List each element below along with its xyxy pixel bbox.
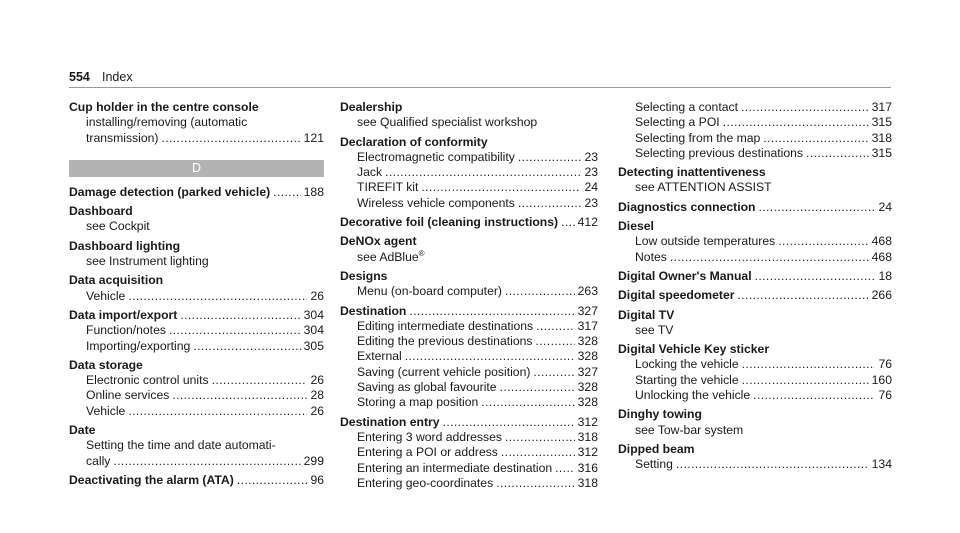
- entry-row: [618, 234, 892, 249]
- entry-label: Function/notes: [86, 323, 166, 338]
- entry-row: [618, 388, 892, 403]
- leader-dots: [670, 250, 869, 265]
- page-ref[interactable]: 23: [584, 149, 598, 164]
- index-entry-cup-holder: [69, 100, 324, 146]
- page-ref[interactable]: 327: [577, 364, 598, 379]
- entry-label: Notes: [635, 249, 667, 264]
- index-entry-deactivating-alarm: [69, 473, 324, 488]
- page-ref[interactable]: 468: [871, 249, 892, 264]
- entry-row: [69, 323, 324, 338]
- page-ref[interactable]: 263: [577, 284, 598, 299]
- entry-row: [69, 473, 324, 488]
- page-number: 554: [69, 70, 90, 84]
- index-entry-dealership: [340, 100, 598, 131]
- index-entry-dashboard: [69, 204, 324, 235]
- leader-dots: [500, 380, 575, 395]
- entry-heading: DeNOx agent: [340, 234, 417, 249]
- page-ref[interactable]: 304: [303, 307, 324, 322]
- leader-dots: [518, 196, 582, 211]
- entry-row: [340, 284, 598, 299]
- entry-label: Editing intermediate destinations: [357, 318, 534, 333]
- entry-heading: Deactivating the alarm (ATA): [69, 472, 234, 487]
- entry-heading: Data storage: [69, 357, 143, 372]
- entry-row: [69, 308, 324, 323]
- entry-heading: Data import/export: [69, 307, 178, 322]
- entry-heading: Digital Vehicle Key sticker: [618, 342, 770, 357]
- page-ref[interactable]: 315: [871, 115, 892, 130]
- leader-dots: [755, 269, 876, 284]
- page-ref[interactable]: 318: [577, 429, 598, 444]
- leader-dots: [193, 339, 300, 354]
- entry-label: Entering geo-coordinates: [357, 475, 494, 490]
- entry-heading: Date: [69, 423, 96, 438]
- entry-heading: Decorative foil (cleaning instructions): [340, 215, 559, 230]
- entry-heading: Digital Owner's Manual: [618, 268, 752, 283]
- leader-dots: [212, 373, 308, 388]
- page-ref[interactable]: 28: [310, 388, 324, 403]
- entry-row: [618, 373, 892, 388]
- leader-dots: [806, 146, 869, 161]
- index-entry-digital-speedometer: [618, 288, 892, 303]
- index-entry-destination: [340, 304, 598, 411]
- leader-dots: [723, 115, 869, 130]
- page-ref[interactable]: 299: [303, 453, 324, 468]
- entry-label: Selecting from the map: [635, 130, 761, 145]
- page-ref[interactable]: 76: [878, 357, 892, 372]
- index-entry-digital-tv: [618, 308, 892, 339]
- leader-dots: [533, 365, 574, 380]
- index-entry-denox: [340, 234, 598, 265]
- page-ref[interactable]: 96: [310, 472, 324, 487]
- letter-divider-d: D: [69, 160, 324, 177]
- entry-label: External: [357, 349, 402, 364]
- leader-dots: [518, 150, 582, 165]
- entry-row: [69, 339, 324, 354]
- leader-dots: [409, 304, 574, 319]
- leader-dots: [555, 461, 575, 476]
- entry-row: [340, 150, 598, 165]
- entry-heading: Dealership: [340, 100, 403, 114]
- page-ref[interactable]: 327: [577, 303, 598, 318]
- entry-label: Online services: [86, 388, 170, 403]
- entry-row: [340, 180, 598, 195]
- entry-heading: Declaration of conformity: [340, 134, 488, 149]
- page-ref[interactable]: 328: [577, 395, 598, 410]
- entry-label: Menu (on-board computer): [357, 284, 502, 299]
- see-reference[interactable]: see Qualified specialist workshop: [357, 115, 538, 130]
- entry-row: [618, 115, 892, 130]
- entry-heading: Diesel: [618, 219, 654, 234]
- leader-dots: [763, 131, 868, 146]
- entry-heading: Destination entry: [340, 414, 440, 429]
- registered-mark: ®: [418, 248, 425, 258]
- page-ref[interactable]: 26: [310, 373, 324, 388]
- entry-row: [618, 288, 892, 303]
- entry-row: [340, 445, 598, 460]
- see-reference[interactable]: see ATTENTION ASSIST: [635, 180, 772, 195]
- entry-label: Electronic control units: [86, 373, 209, 388]
- entry-row: [618, 457, 892, 472]
- index-entry-date: [69, 423, 324, 469]
- index-entry-dinghy-towing: [618, 407, 892, 438]
- entry-heading: Dashboard: [69, 204, 133, 219]
- entry-row: [340, 365, 598, 380]
- entry-label: Unlocking the vehicle: [635, 388, 751, 403]
- index-entry-digital-key-sticker: [618, 342, 892, 403]
- entry-row: [618, 131, 892, 146]
- entry-row: [340, 304, 598, 319]
- page-ref[interactable]: 468: [871, 234, 892, 249]
- leader-dots: [128, 404, 307, 419]
- entry-row: [340, 349, 598, 364]
- entry-row: [69, 373, 324, 388]
- leader-dots: [405, 349, 575, 364]
- leader-dots: [561, 215, 575, 230]
- index-entry-dipped-beam: [618, 442, 892, 473]
- entry-row: [69, 388, 324, 403]
- page-ref[interactable]: 328: [577, 334, 598, 349]
- index-entry-destination-entry: [340, 415, 598, 491]
- leader-dots: [505, 430, 575, 445]
- entry-row: [618, 200, 892, 215]
- index-entry-data-import: [69, 308, 324, 354]
- index-entry-decorative-foil: [340, 215, 598, 230]
- entry-label: Selecting a POI: [635, 115, 720, 130]
- index-entry-declaration: [340, 135, 598, 211]
- entry-heading: Cup holder in the centre console: [69, 100, 259, 114]
- leader-dots: [172, 388, 307, 403]
- entry-heading: Dipped beam: [618, 441, 695, 456]
- entry-label: Vehicle: [86, 288, 126, 303]
- page-ref[interactable]: 328: [577, 349, 598, 364]
- entry-row: [618, 146, 892, 161]
- page-ref[interactable]: 318: [871, 130, 892, 145]
- entry-heading: Digital TV: [618, 307, 675, 322]
- leader-dots: [180, 308, 300, 323]
- index-column-2: [340, 100, 598, 495]
- page-ref[interactable]: 26: [310, 403, 324, 418]
- entry-heading: Digital speedometer: [618, 288, 735, 303]
- entry-row: [69, 185, 324, 200]
- leader-dots: [742, 373, 869, 388]
- entry-row: [69, 131, 324, 146]
- leader-dots: [753, 388, 875, 403]
- entry-heading: Damage detection (parked vehicle): [69, 184, 271, 199]
- entry-label: Storing a map position: [357, 395, 479, 410]
- index-entry-digital-owners-manual: [618, 269, 892, 284]
- entry-row: [340, 165, 598, 180]
- entry-row: [69, 289, 324, 304]
- entry-row: [340, 395, 598, 410]
- entry-label: Entering 3 word addresses: [357, 429, 502, 444]
- page-ref[interactable]: 24: [878, 199, 892, 214]
- page-ref[interactable]: 160: [871, 372, 892, 387]
- index-entry-dashboard-lighting: [69, 239, 324, 270]
- page-ref[interactable]: 412: [577, 215, 598, 230]
- entry-row: [340, 215, 598, 230]
- page-ref[interactable]: 23: [584, 195, 598, 210]
- entry-heading: Data acquisition: [69, 273, 164, 288]
- entry-row: [340, 380, 598, 395]
- entry-label: Vehicle: [86, 403, 126, 418]
- entry-heading: Dashboard lighting: [69, 238, 181, 253]
- entry-row: [340, 461, 598, 476]
- page-ref[interactable]: 266: [871, 288, 892, 303]
- entry-label: Low outside temperatures: [635, 234, 776, 249]
- entry-heading: Detecting inattentiveness: [618, 165, 766, 180]
- leader-dots: [676, 457, 869, 472]
- page-ref[interactable]: 24: [584, 180, 598, 195]
- page-ref[interactable]: 312: [577, 414, 598, 429]
- leader-dots: [385, 165, 581, 180]
- page-ref[interactable]: 312: [577, 445, 598, 460]
- leader-dots: [481, 395, 574, 410]
- see-reference[interactable]: see TV: [635, 322, 674, 337]
- leader-dots: [758, 200, 875, 215]
- page-ref[interactable]: 304: [303, 323, 324, 338]
- entry-heading: Designs: [340, 268, 388, 283]
- page-ref[interactable]: 317: [577, 318, 598, 333]
- page-ref[interactable]: 188: [303, 184, 324, 199]
- entry-label: transmission): [86, 130, 159, 145]
- entry-label: Entering an intermediate destination: [357, 460, 553, 475]
- entry-label: Locking the vehicle: [635, 357, 739, 372]
- index-entry-selecting-continued: [618, 100, 892, 161]
- index-entry-data-storage: [69, 358, 324, 419]
- leader-dots: [742, 357, 876, 372]
- leader-dots: [128, 289, 307, 304]
- leader-dots: [738, 288, 869, 303]
- leader-dots: [273, 185, 300, 200]
- entry-row: [340, 476, 598, 491]
- entry-row: [340, 196, 598, 211]
- entry-label: Setting: [635, 457, 673, 472]
- leader-dots: [421, 180, 581, 195]
- index-entry-diagnostics: [618, 200, 892, 215]
- leader-dots: [496, 476, 574, 491]
- index-column-3: [618, 100, 892, 477]
- page-ref[interactable]: 305: [303, 338, 324, 353]
- entry-label: Selecting a contact: [635, 100, 738, 114]
- entry-heading: Destination: [340, 303, 407, 318]
- entry-line: Setting the time and date automati-: [86, 438, 276, 453]
- entry-row: [340, 430, 598, 445]
- see-reference[interactable]: see Instrument lighting: [86, 254, 209, 269]
- leader-dots: [501, 445, 575, 460]
- entry-label: Saving as global favourite: [357, 380, 497, 395]
- entry-label: Saving (current vehicle position): [357, 364, 531, 379]
- leader-dots: [113, 454, 300, 469]
- entry-row: [340, 319, 598, 334]
- page-ref[interactable]: 134: [871, 457, 892, 472]
- leader-dots: [169, 323, 301, 338]
- page-ref[interactable]: 317: [871, 100, 892, 114]
- entry-row: [618, 269, 892, 284]
- entry-heading: Diagnostics connection: [618, 199, 756, 214]
- entry-label: Importing/exporting: [86, 338, 191, 353]
- see-reference[interactable]: see Cockpit: [86, 219, 150, 234]
- index-entry-damage-detection: [69, 185, 324, 200]
- entry-row: [69, 454, 324, 469]
- entry-row: [618, 100, 892, 115]
- page-ref[interactable]: 18: [878, 268, 892, 283]
- index-entry-diesel: [618, 219, 892, 265]
- leader-dots: [536, 319, 575, 334]
- entry-label: TIREFIT kit: [357, 180, 419, 195]
- leader-dots: [237, 473, 308, 488]
- page-ref[interactable]: 316: [577, 460, 598, 475]
- entry-label: Electromagnetic compatibility: [357, 149, 515, 164]
- entry-label: Entering a POI or address: [357, 445, 498, 460]
- leader-dots: [741, 100, 869, 115]
- leader-dots: [778, 234, 868, 249]
- see-reference[interactable]: [340, 250, 598, 265]
- index-entry-detecting-inattentiveness: [618, 165, 892, 196]
- page-ref[interactable]: 318: [577, 475, 598, 490]
- index-entry-designs: [340, 269, 598, 300]
- leader-dots: [535, 334, 574, 349]
- entry-label: Starting the vehicle: [635, 372, 739, 387]
- page-ref[interactable]: 23: [584, 165, 598, 180]
- page-ref[interactable]: 328: [577, 380, 598, 395]
- entry-label: Selecting previous destinations: [635, 145, 804, 160]
- entry-row: [618, 357, 892, 372]
- entry-label: Editing the previous destinations: [357, 334, 533, 349]
- leader-dots: [161, 131, 300, 146]
- entry-label: Jack: [357, 165, 383, 180]
- header-rule: [69, 87, 891, 88]
- entry-label: Wireless vehicle components: [357, 195, 515, 210]
- see-reference[interactable]: see Tow-bar system: [635, 422, 744, 437]
- leader-dots: [443, 415, 575, 430]
- entry-line: installing/removing (automatic: [86, 115, 248, 130]
- page-ref[interactable]: 121: [303, 130, 324, 145]
- index-column-1: [69, 100, 324, 492]
- see-reference-text: see AdBlue: [357, 249, 419, 264]
- entry-heading: Dinghy towing: [618, 407, 702, 422]
- entry-row: [69, 404, 324, 419]
- page-section-title: Index: [102, 70, 133, 84]
- leader-dots: [505, 284, 575, 299]
- entry-row: [618, 250, 892, 265]
- page-ref[interactable]: 76: [878, 388, 892, 403]
- page-ref[interactable]: 26: [310, 288, 324, 303]
- entry-row: [340, 334, 598, 349]
- entry-row: [340, 415, 598, 430]
- page-ref[interactable]: 315: [871, 145, 892, 160]
- index-entry-data-acquisition: [69, 273, 324, 304]
- entry-label: cally: [86, 453, 111, 468]
